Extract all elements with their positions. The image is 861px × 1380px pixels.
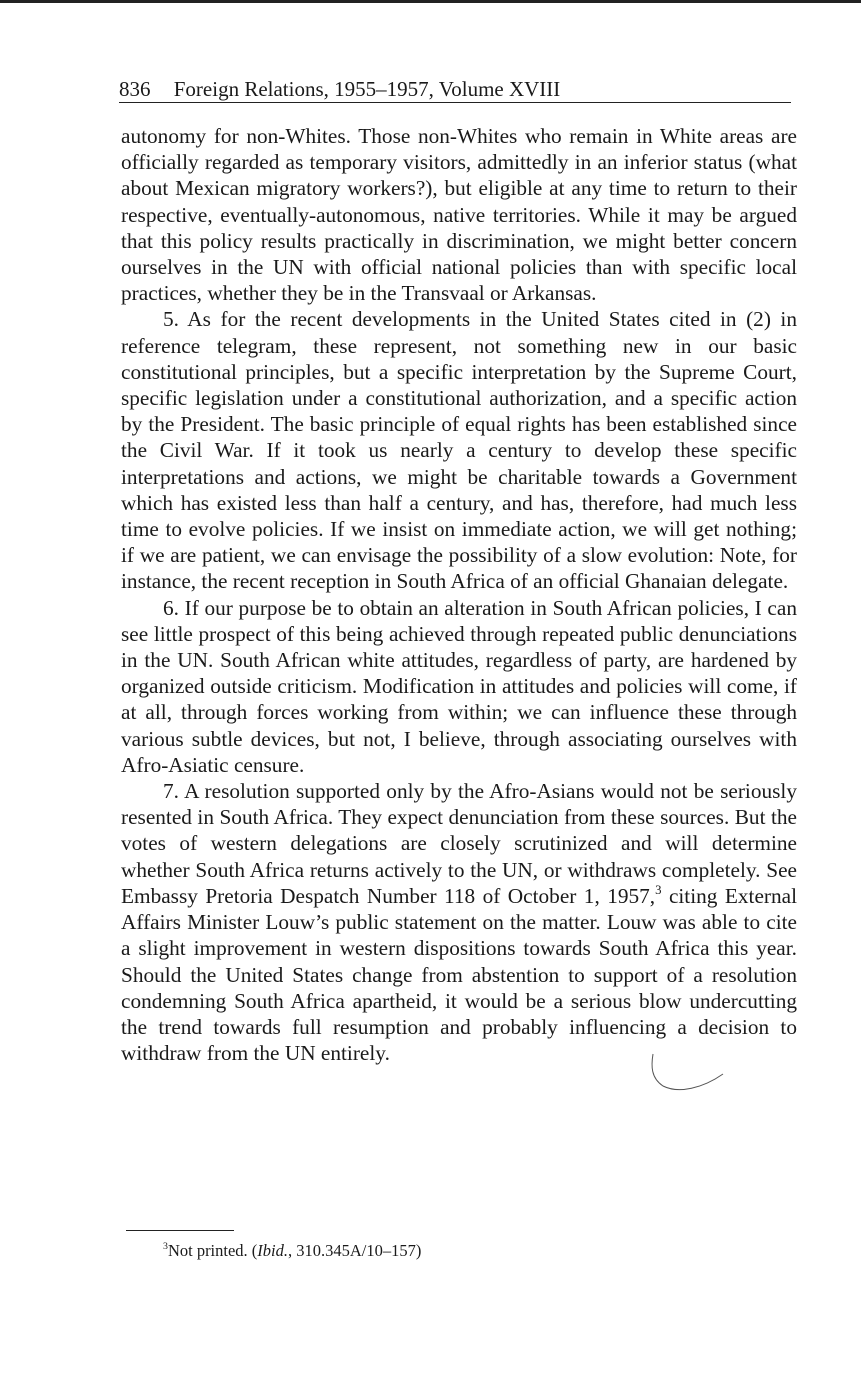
paragraph-5: 5. As for the recent developments in the United States cited in (2) in reference telegram, these represent, not something new in our basic constitutional principles, but a specific interpretation by the Supreme Court, specific legislation under a constitutional authorization, and a specific action by the President. The basic principle of equal rights has been established since the Civil War. If it took us nearly a century to develop these specific interpretations and actions, we might be charitable towards a Government which has existed less than half a century, and has, therefore, had much less time to evolve policies. If we insist on immediate action, we will get nothing; if we are patient, we can envisage the possibility of a slow evolution: Note, for instance, the recent reception in South Africa of an official Ghanaian delegate. xyxy=(121,307,797,594)
footnote-reference: 3 xyxy=(655,882,662,897)
running-header xyxy=(119,76,791,103)
paragraph-7-part-1: 7. A resolution supported only by the Afro-Asians would not be seriously resented in South Africa. They expect denunciation from these sources. But the votes of western delegations are closely scrutinized and will determine whether South Africa returns actively to the UN, or withdraws completely. See Embassy Pretoria Despatch Number 118 of October 1, 1957, xyxy=(121,779,797,908)
paragraph-continued: autonomy for non-Whites. Those non-Whites who remain in White areas are officially regarded as temporary visitors, admittedly in an inferior status (what about Mexican migratory workers?), but eligible at any time to return to their respective, eventually-autonomous, native territories. While it may be argued that this policy results practically in discrimination, we might better concern ourselves in the UN with official national policies than with specific local practices, whether they be in the Transvaal or Arkansas. xyxy=(121,124,797,306)
footnote-ibid: Ibid. xyxy=(257,1241,289,1260)
footnote-marker: 3 xyxy=(163,1241,168,1253)
document-body xyxy=(121,123,797,1066)
page-top-edge xyxy=(0,0,861,3)
footnote xyxy=(163,1241,421,1261)
page-number: 836 xyxy=(119,77,151,101)
footnote-rule xyxy=(126,1230,234,1231)
paragraph-7-part-2: citing External Affairs Minister Louw’s public statement on the matter. Louw was able to cite a slight improvement in western dispositions towards South Africa this year. Should the United States change from abstention to support of a resolution condemning South Africa apartheid, it would be a serious blow undercutting the trend towards full resumption and probably influencing a decision to withdraw from the UN entirely. xyxy=(121,883,798,1066)
footnote-text-after: , 310.345A/10–157) xyxy=(288,1241,422,1260)
handwritten-pencil-mark xyxy=(645,1052,735,1094)
paragraph-6: 6. If our purpose be to obtain an alteration in South African policies, I can see little prospect of this being achieved through repeated public denunciations in the UN. South African white attitudes, regardless of party, are hardened by organized outside criticism. Modification in attitudes and policies will come, if at all, through forces working from within; we can influence these through various subtle devices, but not, I believe, through associating ourselves with Afro-Asiatic censure. xyxy=(121,595,797,777)
running-title: Foreign Relations, 1955–1957, Volume XVIII xyxy=(173,77,561,101)
paragraph-7 xyxy=(121,778,797,1066)
footnote-text-before: Not printed. ( xyxy=(167,1241,258,1260)
